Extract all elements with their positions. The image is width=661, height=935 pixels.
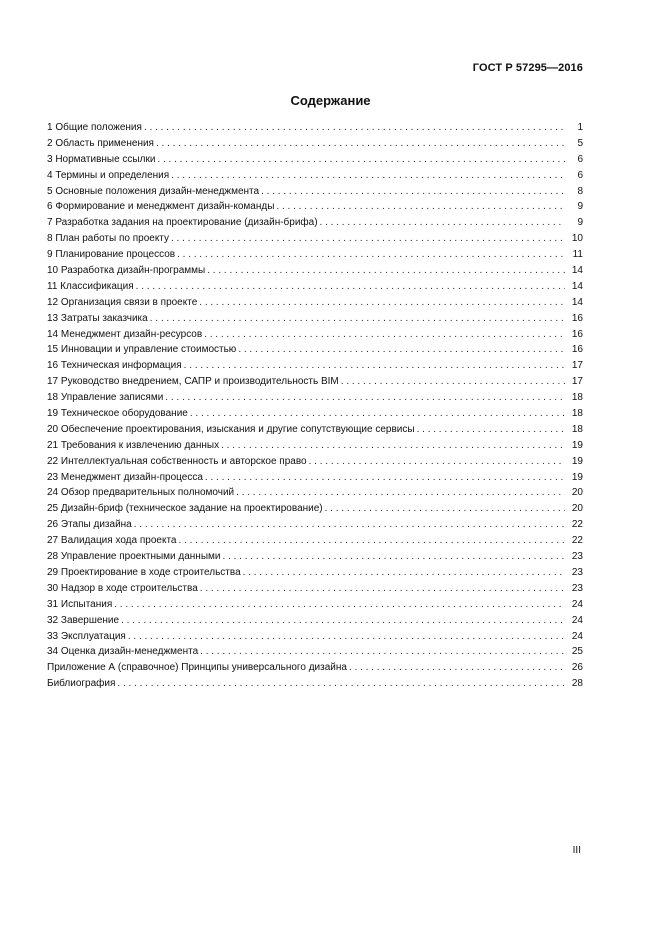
toc-leader-dots <box>238 342 565 358</box>
toc-entry[interactable] <box>47 199 583 215</box>
toc-entry[interactable] <box>47 485 583 501</box>
toc-entry-label: 20 Обеспечение проектирования, изыскания и другие сопутствующие сервисы <box>47 423 415 435</box>
toc-entry[interactable] <box>47 629 583 645</box>
toc-entry[interactable] <box>47 247 583 263</box>
toc-entry-page: 14 <box>571 296 583 308</box>
toc-entry[interactable] <box>47 342 583 358</box>
toc-entry[interactable] <box>47 327 583 343</box>
toc-entry-page: 22 <box>571 535 583 547</box>
toc-entry-page: 25 <box>571 646 583 658</box>
toc-entry-page: 14 <box>571 280 583 292</box>
toc-entry[interactable] <box>47 184 583 200</box>
toc-entry-label: 21 Требования к извлечению данных <box>47 439 220 451</box>
toc-leader-dots <box>205 470 565 486</box>
toc-entry-label: 27 Валидация хода проекта <box>47 535 177 547</box>
toc-entry[interactable] <box>47 438 583 454</box>
toc-leader-dots <box>243 565 565 581</box>
toc-leader-dots <box>114 597 565 613</box>
toc-leader-dots <box>222 549 565 565</box>
toc-leader-dots <box>199 295 565 311</box>
toc-entry-label: 25 Дизайн-бриф (техническое задание на проектирование) <box>47 503 323 515</box>
toc-entry-label: Приложение А (справочное) Принципы универсального дизайна <box>47 662 347 674</box>
toc-leader-dots <box>121 613 565 629</box>
toc-leader-dots <box>207 263 565 279</box>
toc-entry[interactable] <box>47 311 583 327</box>
toc-entry-label: 13 Затраты заказчика <box>47 312 148 324</box>
toc-entry[interactable] <box>47 152 583 168</box>
toc-entry-page: 22 <box>571 519 583 531</box>
toc-entry-page: 24 <box>571 614 583 626</box>
toc-entry[interactable] <box>47 517 583 533</box>
toc-entry-label: 24 Обзор предварительных полномочий <box>47 487 235 499</box>
toc-entry-label: 4 Термины и определения <box>47 169 170 181</box>
document-code: ГОСТ Р 57295—2016 <box>472 62 583 74</box>
toc-entry-label: 10 Разработка дизайн-программы <box>47 265 206 277</box>
toc-entry[interactable] <box>47 215 583 231</box>
toc-entry-page: 18 <box>571 423 583 435</box>
toc-entry-label: 15 Инновации и управление стоимостью <box>47 344 237 356</box>
toc-entry-page: 19 <box>571 455 583 467</box>
toc-leader-dots <box>157 152 565 168</box>
toc-entry-label: 26 Этапы дизайна <box>47 519 132 531</box>
toc-entry[interactable] <box>47 581 583 597</box>
toc-entry-page: 6 <box>577 169 583 181</box>
toc-entry-label: 11 Классификация <box>47 280 134 292</box>
toc-entry-page: 17 <box>571 360 583 372</box>
toc-entry-page: 20 <box>571 503 583 515</box>
toc-entry[interactable] <box>47 374 583 390</box>
toc-leader-dots <box>325 501 565 517</box>
toc-entry-label: 3 Нормативные ссылки <box>47 153 156 165</box>
toc-entry-label: 12 Организация связи в проекте <box>47 296 198 308</box>
table-of-contents <box>47 120 583 692</box>
toc-entry-page: 24 <box>571 630 583 642</box>
toc-entry-label: Библиография <box>47 678 116 690</box>
toc-leader-dots <box>178 533 565 549</box>
toc-leader-dots <box>204 327 565 343</box>
toc-entry-label: 9 Планирование процессов <box>47 249 176 261</box>
toc-leader-dots <box>417 422 565 438</box>
toc-entry[interactable] <box>47 597 583 613</box>
toc-leader-dots <box>165 390 565 406</box>
toc-entry[interactable] <box>47 279 583 295</box>
toc-entry[interactable] <box>47 613 583 629</box>
toc-entry-label: 34 Оценка дизайн-менеджмента <box>47 646 199 658</box>
toc-entry-page: 17 <box>571 376 583 388</box>
toc-entry[interactable] <box>47 136 583 152</box>
toc-leader-dots <box>341 374 565 390</box>
toc-entry-page: 23 <box>571 582 583 594</box>
toc-entry[interactable] <box>47 565 583 581</box>
toc-entry-page: 23 <box>571 551 583 563</box>
toc-entry[interactable] <box>47 231 583 247</box>
toc-entry[interactable] <box>47 120 583 136</box>
toc-entry-page: 24 <box>571 598 583 610</box>
toc-entry-label: 1 Общие положения <box>47 122 142 133</box>
toc-entry[interactable] <box>47 390 583 406</box>
toc-leader-dots <box>276 199 565 215</box>
toc-leader-dots <box>236 485 565 501</box>
toc-entry-page: 1 <box>577 122 583 133</box>
toc-leader-dots <box>136 279 565 295</box>
toc-leader-dots <box>156 136 565 152</box>
toc-leader-dots <box>134 517 565 533</box>
toc-entry-page: 19 <box>571 439 583 451</box>
toc-entry-label: 6 Формирование и менеджмент дизайн-команды <box>47 201 275 213</box>
toc-leader-dots <box>171 231 565 247</box>
toc-leader-dots <box>320 215 565 231</box>
toc-entry[interactable] <box>47 660 583 676</box>
toc-entry[interactable] <box>47 295 583 311</box>
toc-entry-page: 23 <box>571 566 583 578</box>
toc-entry[interactable] <box>47 422 583 438</box>
toc-entry-page: 20 <box>571 487 583 499</box>
toc-entry-page: 16 <box>571 312 583 324</box>
toc-entry-page: 9 <box>577 201 583 213</box>
toc-entry-label: 5 Основные положения дизайн-менеджмента <box>47 185 260 197</box>
toc-entry-label: 33 Эксплуатация <box>47 630 126 642</box>
toc-entry[interactable] <box>47 644 583 660</box>
toc-entry-page: 19 <box>571 471 583 483</box>
toc-entry[interactable] <box>47 470 583 486</box>
toc-entry-label: 7 Разработка задания на проектирование (дизайн-брифа) <box>47 217 318 229</box>
toc-entry[interactable] <box>47 454 583 470</box>
toc-entry-label: 17 Руководство внедрением, САПР и производительность BIM <box>47 376 339 388</box>
toc-entry-label: 32 Завершение <box>47 614 120 626</box>
toc-entry-page: 8 <box>577 185 583 197</box>
toc-leader-dots <box>171 168 565 184</box>
toc-leader-dots <box>309 454 565 470</box>
toc-entry-label: 19 Техническое оборудование <box>47 408 188 420</box>
toc-entry-page: 10 <box>571 233 583 245</box>
toc-entry-page: 18 <box>571 408 583 420</box>
toc-entry-page: 14 <box>571 265 583 277</box>
toc-entry-page: 16 <box>571 328 583 340</box>
toc-entry-page: 11 <box>572 249 583 261</box>
toc-leader-dots <box>349 660 565 676</box>
toc-leader-dots <box>184 358 565 374</box>
toc-entry-page: 16 <box>571 344 583 356</box>
toc-entry-page: 5 <box>577 137 583 149</box>
toc-entry[interactable] <box>47 263 583 279</box>
toc-entry-label: 14 Менеджмент дизайн-ресурсов <box>47 328 203 340</box>
toc-entry-label: 29 Проектирование в ходе строительства <box>47 566 241 578</box>
toc-leader-dots <box>128 629 565 645</box>
toc-entry[interactable] <box>47 533 583 549</box>
toc-entry[interactable] <box>47 168 583 184</box>
toc-leader-dots <box>150 311 565 327</box>
toc-leader-dots <box>221 438 565 454</box>
toc-entry-page: 26 <box>571 662 583 674</box>
toc-entry[interactable] <box>47 358 583 374</box>
toc-entry[interactable] <box>47 406 583 422</box>
toc-leader-dots <box>144 120 565 136</box>
toc-leader-dots <box>200 581 565 597</box>
toc-entry-label: 22 Интеллектуальная собственность и авторское право <box>47 455 307 467</box>
toc-entry[interactable] <box>47 549 583 565</box>
toc-entry-page: 6 <box>577 153 583 165</box>
toc-entry-label: 23 Менеджмент дизайн-процесса <box>47 471 203 483</box>
toc-entry-label: 28 Управление проектными данными <box>47 551 221 563</box>
page-number: III <box>572 845 581 856</box>
toc-entry-label: 18 Управление записями <box>47 392 164 404</box>
toc-leader-dots <box>200 644 565 660</box>
toc-entry-label: 30 Надзор в ходе строительства <box>47 582 198 594</box>
toc-entry[interactable] <box>47 501 583 517</box>
toc-entry-page: 9 <box>577 217 583 229</box>
toc-entry-page: 28 <box>571 678 583 690</box>
toc-leader-dots <box>177 247 565 263</box>
toc-entry-label: 31 Испытания <box>47 598 113 610</box>
toc-entry-label: 2 Область применения <box>47 137 154 149</box>
toc-leader-dots <box>190 406 565 422</box>
toc-title: Содержание <box>290 93 371 108</box>
toc-entry-label: 16 Техническая информация <box>47 360 182 372</box>
toc-entry[interactable] <box>47 676 583 692</box>
toc-entry-label: 8 План работы по проекту <box>47 233 169 245</box>
toc-entry-page: 18 <box>571 392 583 404</box>
toc-leader-dots <box>117 676 565 692</box>
toc-leader-dots <box>261 184 565 200</box>
